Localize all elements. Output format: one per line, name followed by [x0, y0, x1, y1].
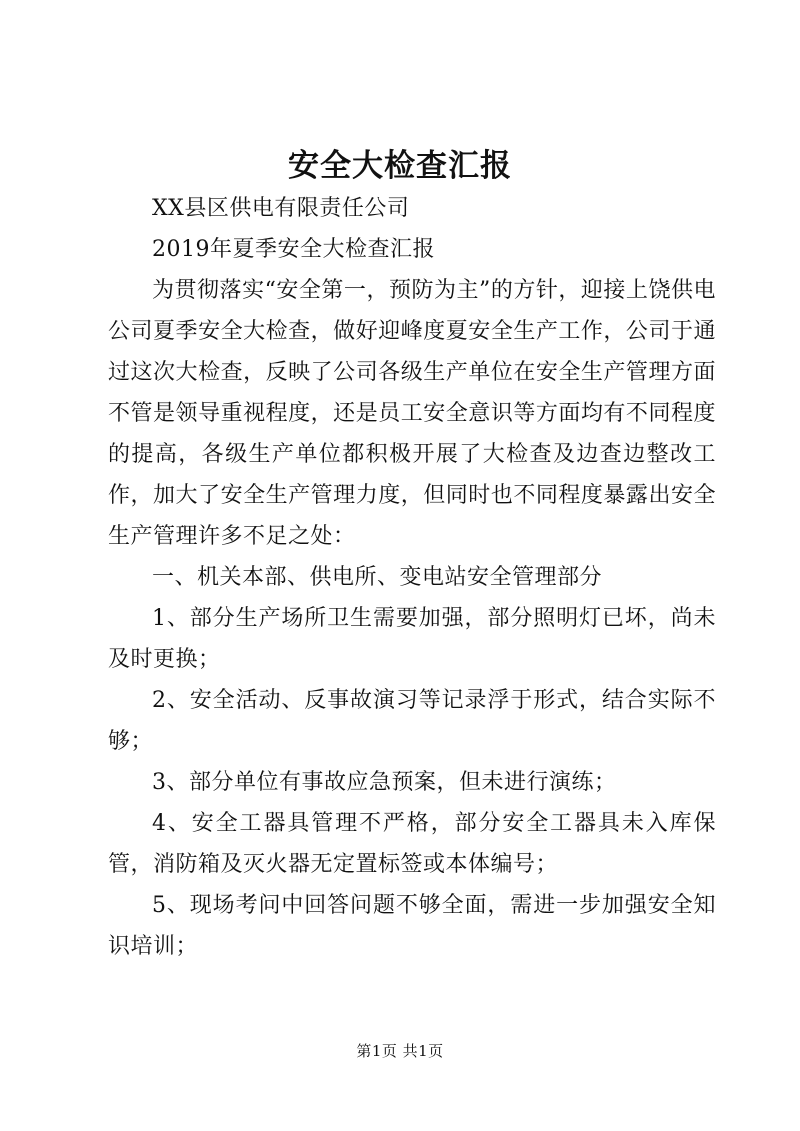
company-name-line: XX县区供电有限责任公司: [152, 196, 410, 221]
list-item: 5、现场考问中回答问题不够全面，需进一步加强安全知识培训；: [108, 893, 716, 959]
list-item: 2、安全活动、反事故演习等记录浮于形式，结合实际不够；: [108, 688, 716, 754]
page-footer: 第1页 共1页: [356, 1042, 444, 1060]
document-body: [108, 188, 716, 967]
list-item: 3、部分单位有事故应急预案，但未进行演练；: [152, 770, 617, 795]
section-heading: 一、机关本部、供电所、变电站安全管理部分: [152, 565, 603, 590]
list-item: 4、安全工器具管理不严格，部分安全工器具未入库保管，消防箱及灭火器无定置标签或本体编号；: [108, 811, 716, 877]
report-subtitle-line: 2019年夏季安全大检查汇报: [152, 237, 435, 262]
intro-paragraph: 为贯彻落实“安全第一，预防为主”的方针，迎接上饶供电公司夏季安全大检查，做好迎峰度夏安全生产工作，公司于通过这次大检查，反映了公司各级生产单位在安全生产管理方面不管是领导重视程度，还是员工安全意识等方面均有不同程度的提高，各级生产单位都积极开展了大检查及边查边整改工作，加大了安全生产管理力度，但同时也不同程度暴露出安全生产管理许多不足之处：: [108, 278, 716, 549]
list-item: 1、部分生产场所卫生需要加强，部分照明灯已坏，尚未及时更换；: [108, 606, 716, 672]
document-title: 安全大检查汇报: [288, 148, 512, 184]
